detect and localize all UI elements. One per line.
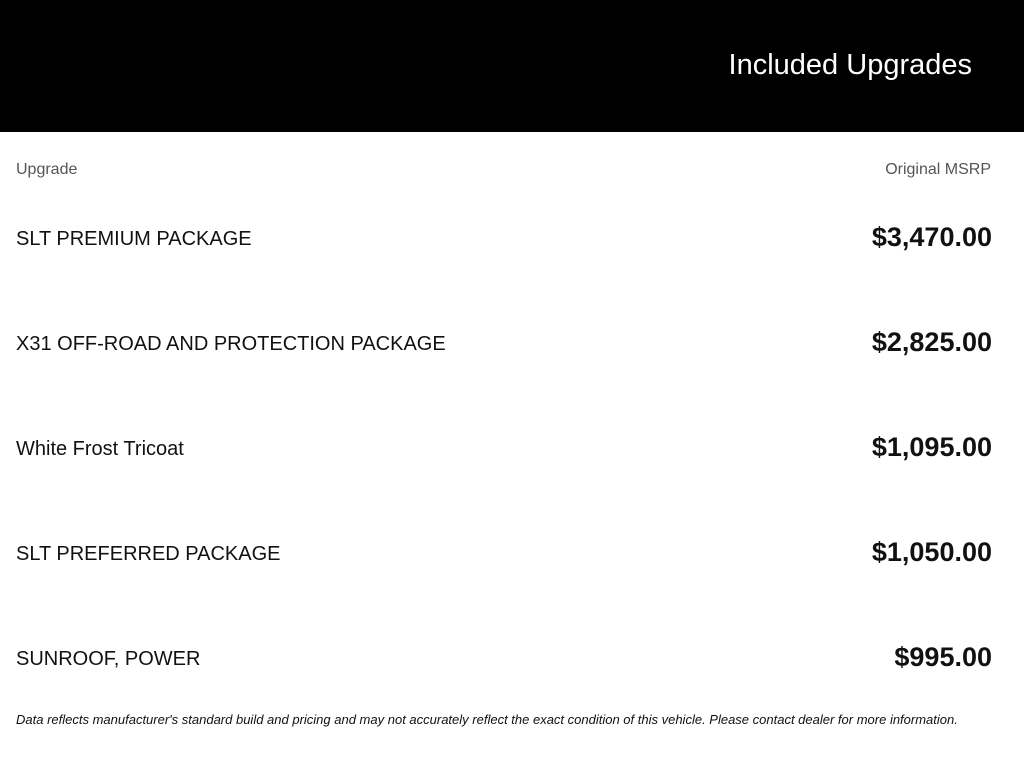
page-title: Included Upgrades xyxy=(728,49,972,81)
upgrade-price: $1,050.00 xyxy=(871,537,992,567)
column-header-msrp: Original MSRP xyxy=(885,161,991,178)
upgrade-price: $1,095.00 xyxy=(871,432,992,462)
upgrade-price: $2,825.00 xyxy=(871,327,992,357)
page-header xyxy=(0,0,1024,132)
list-item xyxy=(0,500,1024,605)
disclaimer-text: Data reflects manufacturer's standard build and pricing and may not accurately reflect the exact condition of this vehicle. Please contact dealer for more information. xyxy=(16,712,958,727)
upgrade-name: SUNROOF, POWER xyxy=(16,648,201,670)
list-item xyxy=(0,395,1024,500)
list-item xyxy=(0,185,1024,290)
upgrade-name: X31 OFF-ROAD AND PROTECTION PACKAGE xyxy=(16,333,446,355)
upgrade-name: SLT PREMIUM PACKAGE xyxy=(16,228,252,250)
column-header-upgrade: Upgrade xyxy=(16,161,78,178)
upgrade-price: $995.00 xyxy=(894,642,992,672)
upgrade-name: White Frost Tricoat xyxy=(16,438,184,460)
upgrade-price: $3,470.00 xyxy=(871,222,992,252)
upgrades-list xyxy=(0,185,1024,710)
list-item xyxy=(0,605,1024,710)
upgrade-name: SLT PREFERRED PACKAGE xyxy=(16,543,281,565)
list-item xyxy=(0,290,1024,395)
